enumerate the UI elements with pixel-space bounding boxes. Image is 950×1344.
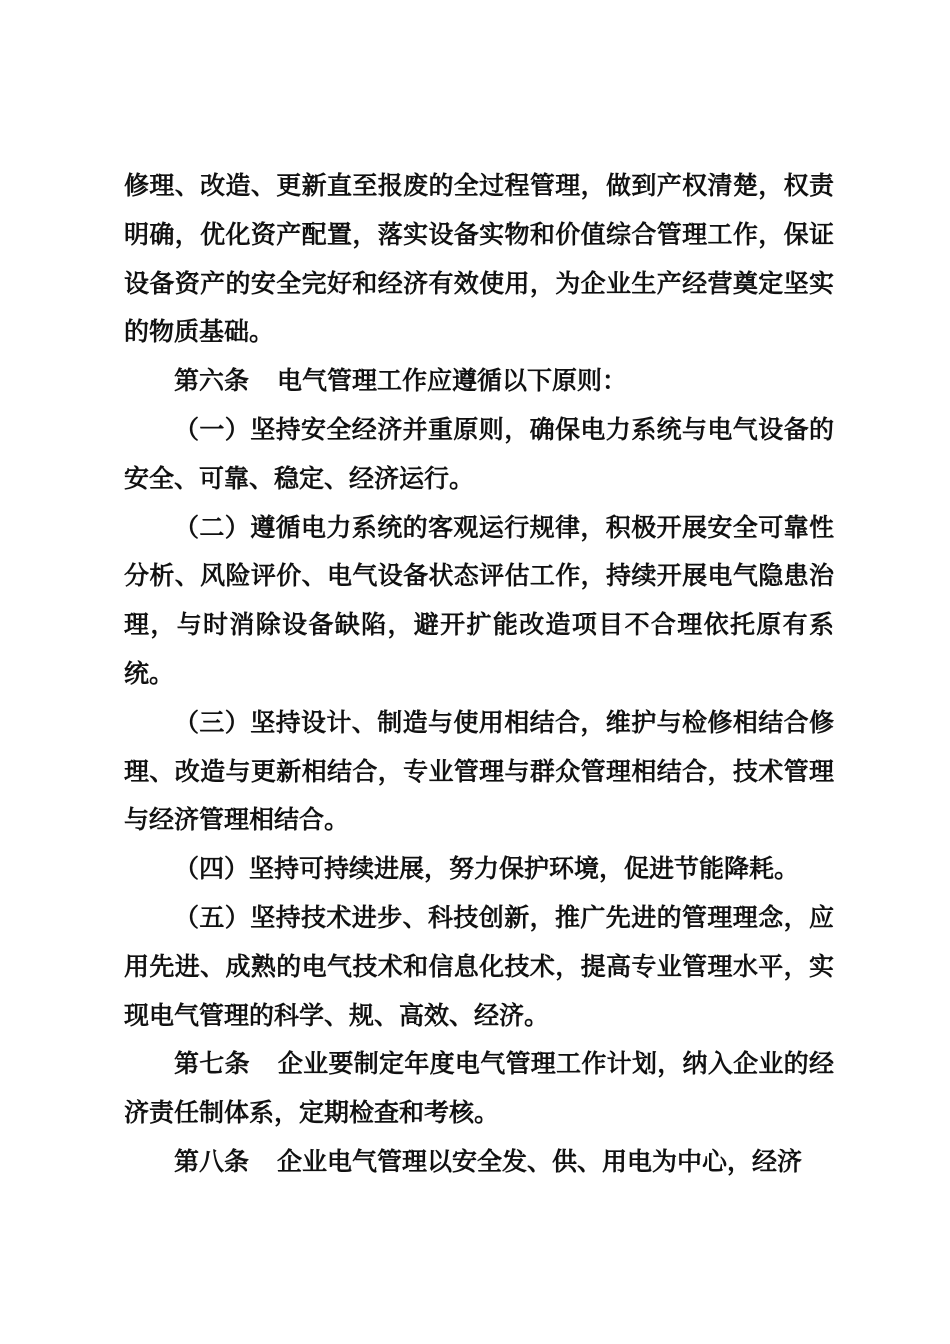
- principle-5: [124, 894, 834, 1040]
- principle-2: [124, 504, 834, 699]
- paragraph-text: 企业要制定年度电气管理工作计划，纳入企业的经济责任制体系，定期检查和考核。: [124, 1049, 834, 1128]
- paragraph-text: 电气管理工作应遵循以下原则：: [277, 366, 628, 396]
- principle-1: [124, 406, 834, 504]
- paragraph-text: （二）遵循电力系统的客观运行规律，积极开展安全可靠性分析、风险评价、电气设备状态评估工作，持续开展电气隐患治理，与时消除设备缺陷，避开扩能改造项目不合理依托原有系统。: [124, 512, 834, 688]
- principle-3: [124, 699, 834, 845]
- paragraph-text: （一）坚持安全经济并重原则，确保电力系统与电气设备的安全、可靠、稳定、经济运行。: [124, 414, 834, 493]
- article-6: [124, 357, 834, 406]
- article-7: [124, 1040, 834, 1138]
- article-heading: 第七条: [174, 1049, 250, 1079]
- paragraph-text: （三）坚持设计、制造与使用相结合，维护与检修相结合修理、改造与更新相结合，专业管理与群众管理相结合，技术管理与经济管理相结合。: [124, 707, 834, 835]
- paragraph-continuation: [124, 162, 834, 357]
- paragraph-text: 企业电气管理以安全发、供、用电为中心，经济: [277, 1146, 803, 1176]
- article-8: [124, 1138, 834, 1187]
- document-body: [124, 162, 834, 1187]
- paragraph-text: （五）坚持技术进步、科技创新，推广先进的管理理念，应用先进、成熟的电气技术和信息化技术，提高专业管理水平，实现电气管理的科学、规、高效、经济。: [124, 902, 834, 1030]
- article-heading: 第六条: [174, 366, 250, 396]
- paragraph-text: 修理、改造、更新直至报废的全过程管理，做到产权清楚，权责明确，优化资产配置，落实设备实物和价值综合管理工作，保证设备资产的安全完好和经济有效使用，为企业生产经营奠定坚实的物质基础。: [124, 171, 834, 347]
- paragraph-text: （四）坚持可持续进展，努力保护环境，促进节能降耗。: [174, 854, 800, 884]
- article-heading: 第八条: [174, 1146, 250, 1176]
- principle-4: [124, 845, 834, 894]
